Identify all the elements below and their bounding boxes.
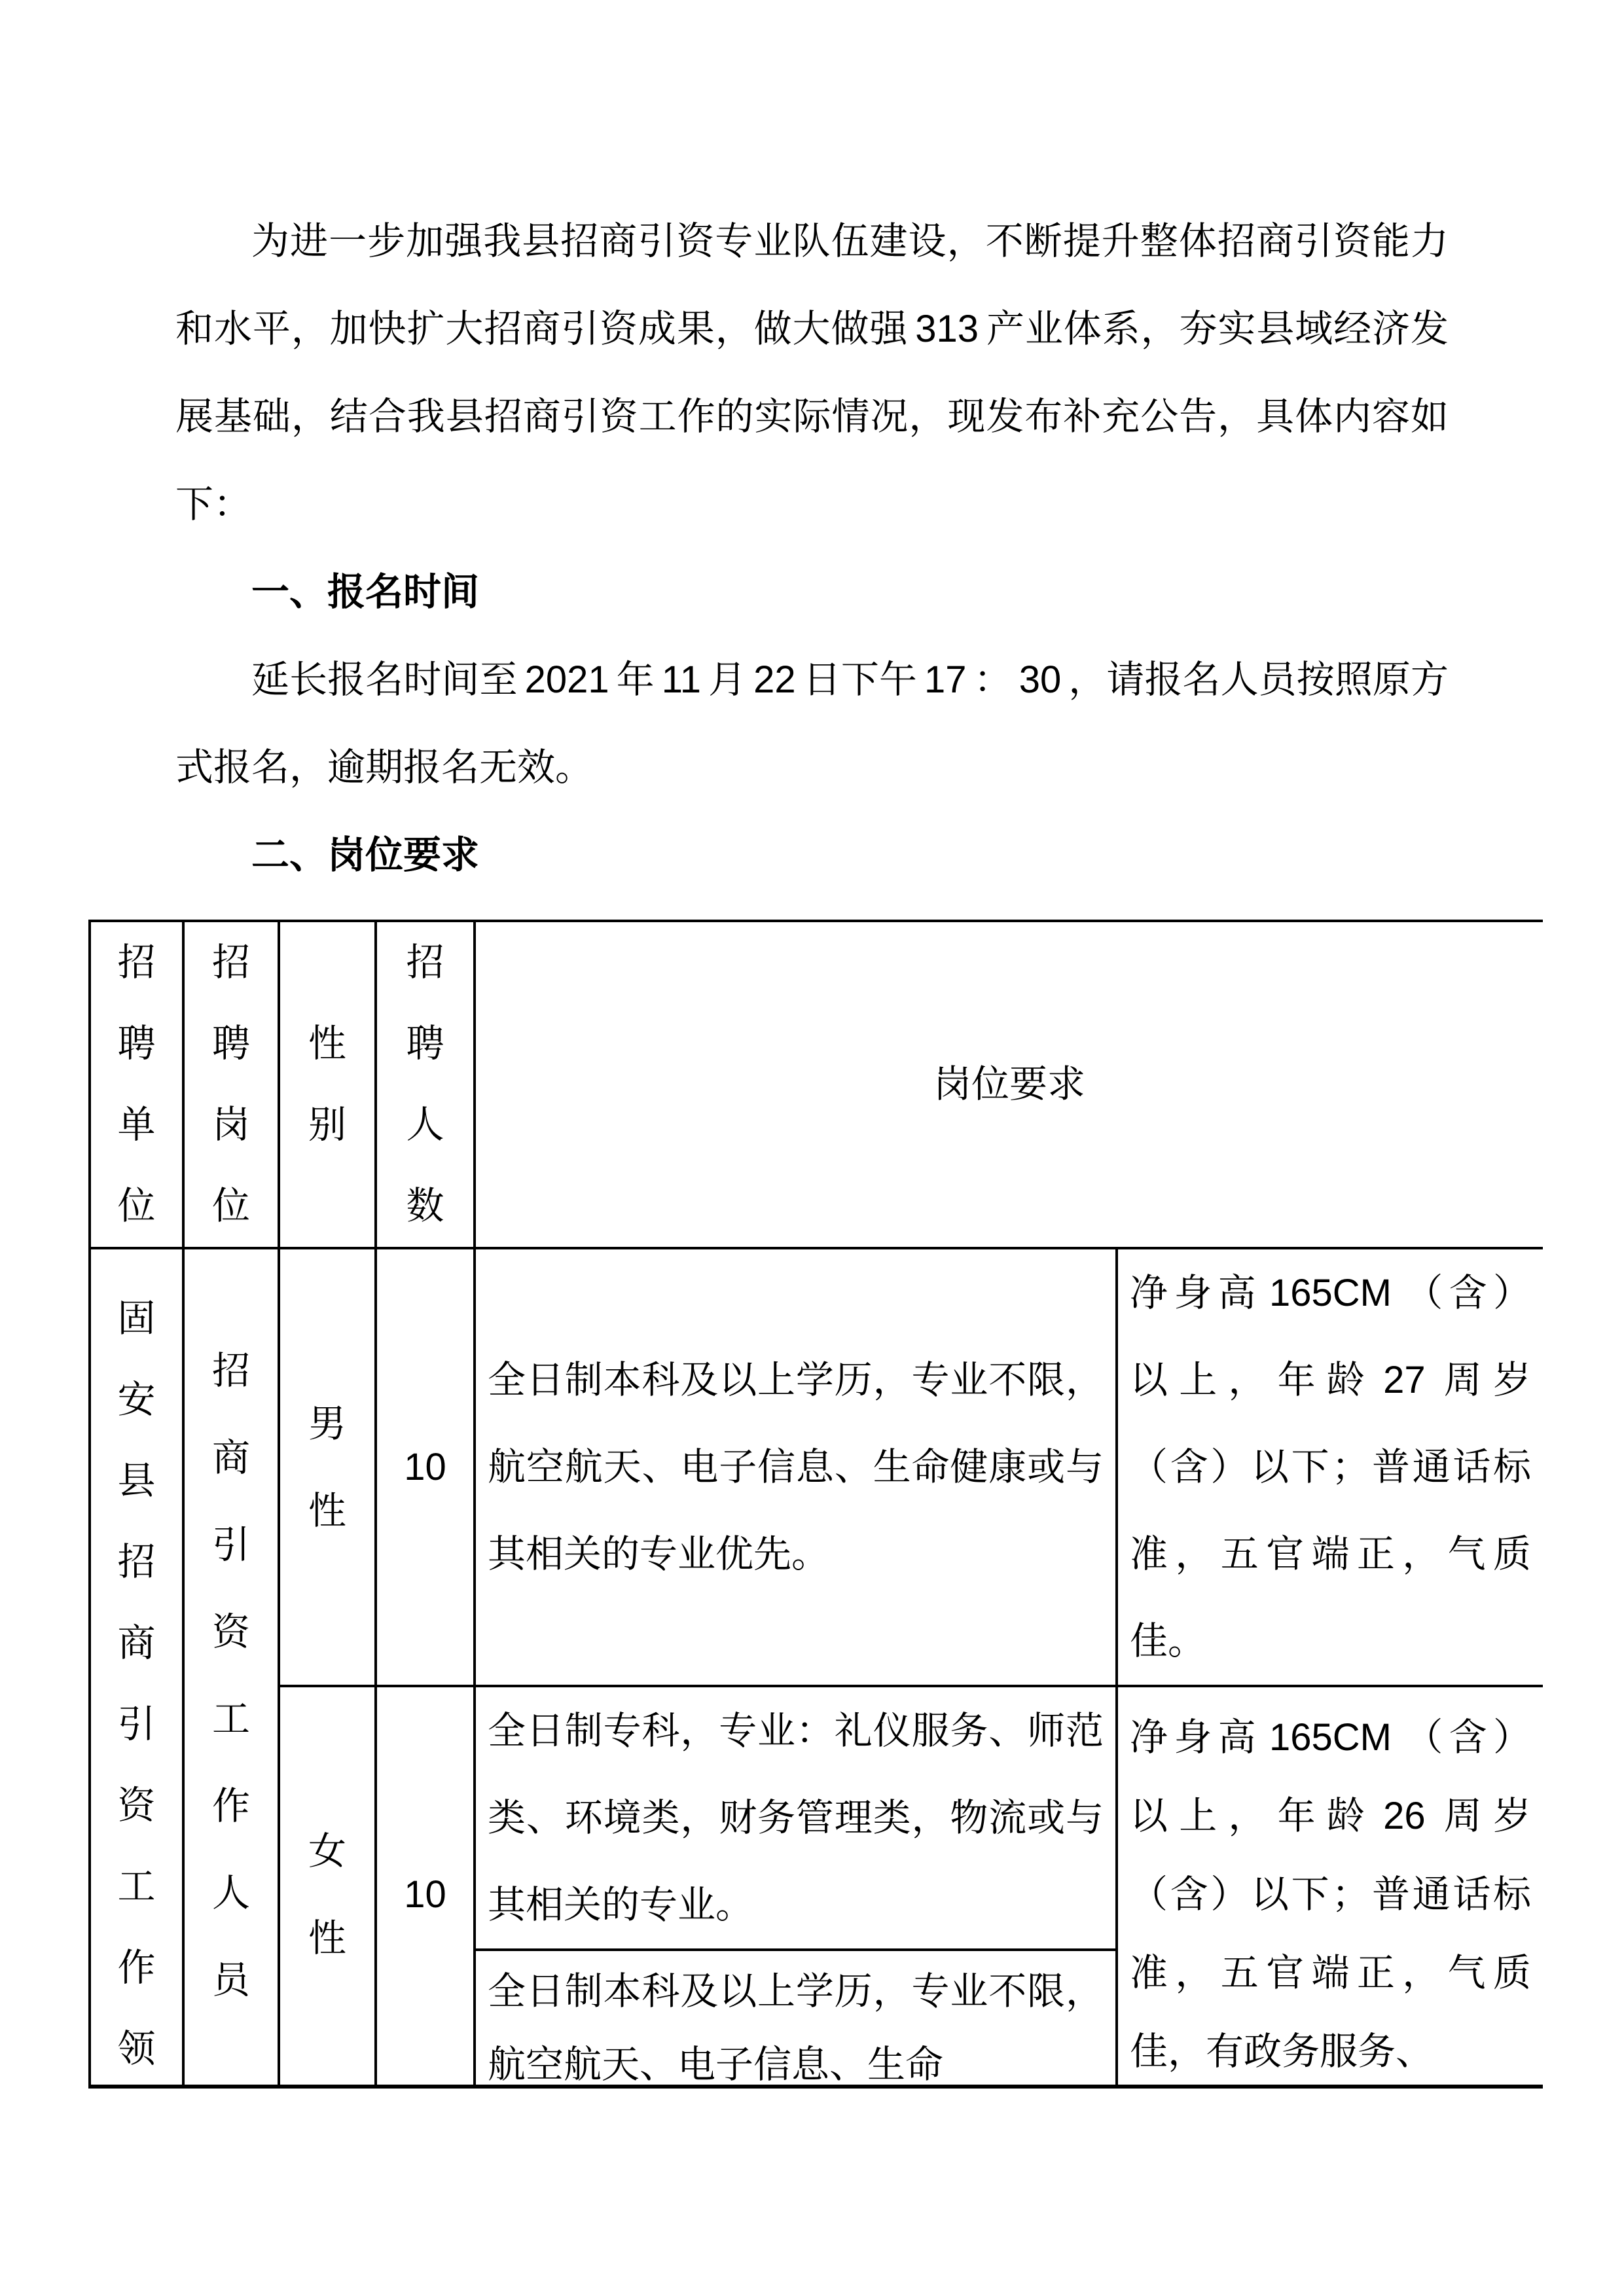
table-header-row bbox=[90, 921, 1543, 1248]
body-text bbox=[175, 198, 1449, 899]
gender-cell-male bbox=[279, 1248, 376, 1686]
count-value-female: 10 bbox=[404, 1873, 446, 1916]
header-unit-cell bbox=[90, 921, 183, 1248]
table-row-male bbox=[90, 1248, 1543, 1686]
gender-value-male: 男性 bbox=[308, 1402, 346, 1532]
requirements-male: 净身高 165CM （含）以上，年龄 27 周岁（含）以下；普通话标准，五官端正，气质佳。 bbox=[1130, 1272, 1532, 1662]
description-female-b: 全日制本科及以上学历，专业不限，航空航天、电子信息、生命 bbox=[488, 1970, 1104, 2086]
position-value: 招商引资工作人员 bbox=[211, 1350, 250, 2001]
requirements-cell-female bbox=[1117, 1686, 1543, 2089]
intro-paragraph: 为进一步加强我县招商引资专业队伍建设，不断提升整体招商引资能力和水平，加快扩大招商引资成果，做大做强 313 产业体系，夯实县域经济发展基础，结合我县招商引资工作的实际情况，现发布补充公告，具体内容如下： bbox=[175, 220, 1449, 526]
position-cell bbox=[183, 1248, 279, 2089]
header-unit-label: 招聘单位 bbox=[117, 941, 156, 1227]
unit-value: 固安县招商引资工作领 bbox=[117, 1297, 156, 2070]
description-cell-male bbox=[475, 1248, 1117, 1686]
deadline-paragraph: 延长报名时间至 2021 年 11 月 22 日下午 17 ： 30 ，请报名人员按照原方式报名，逾期报名无效。 bbox=[175, 658, 1449, 789]
header-requirements-cell bbox=[475, 921, 1543, 1248]
section-2-heading: 二、岗位要求 bbox=[251, 834, 480, 876]
gender-cell-female bbox=[279, 1686, 376, 2089]
count-cell-male bbox=[376, 1248, 475, 1686]
header-gender-label: 性别 bbox=[308, 1022, 346, 1146]
gender-value-female: 女性 bbox=[308, 1829, 346, 1960]
requirements-cell-male bbox=[1117, 1248, 1543, 1686]
requirements-table bbox=[88, 920, 1543, 2089]
header-position-label: 招聘岗位 bbox=[211, 941, 250, 1227]
unit-cell bbox=[90, 1248, 183, 2089]
description-female-a: 全日制专科，专业：礼仪服务、师范类、环境类，财务管理类，物流或与其相关的专业。 bbox=[488, 1710, 1104, 1926]
header-gender-cell bbox=[279, 921, 376, 1248]
requirements-table-grid bbox=[88, 920, 1543, 2089]
header-requirements-label: 岗位要求 bbox=[933, 1063, 1086, 1105]
section-1-heading: 一、报名时间 bbox=[251, 571, 480, 613]
header-count-label: 招聘人数 bbox=[406, 941, 444, 1227]
description-male: 全日制本科及以上学历，专业不限，航空航天、电子信息、生命健康或与其相关的专业优先。 bbox=[488, 1359, 1104, 1575]
description-cell-female-b bbox=[475, 1950, 1117, 2089]
description-cell-female-a bbox=[475, 1686, 1117, 1950]
table-row-female-a bbox=[90, 1686, 1543, 1950]
header-count-cell bbox=[376, 921, 475, 1248]
header-position-cell bbox=[183, 921, 279, 1248]
count-cell-female bbox=[376, 1686, 475, 2089]
count-value-male: 10 bbox=[404, 1445, 446, 1488]
requirements-female: 净身高 165CM （含）以上，年龄 26 周岁（含）以下；普通话标准，五官端正，气质佳，有政务服务、 bbox=[1130, 1715, 1532, 2073]
